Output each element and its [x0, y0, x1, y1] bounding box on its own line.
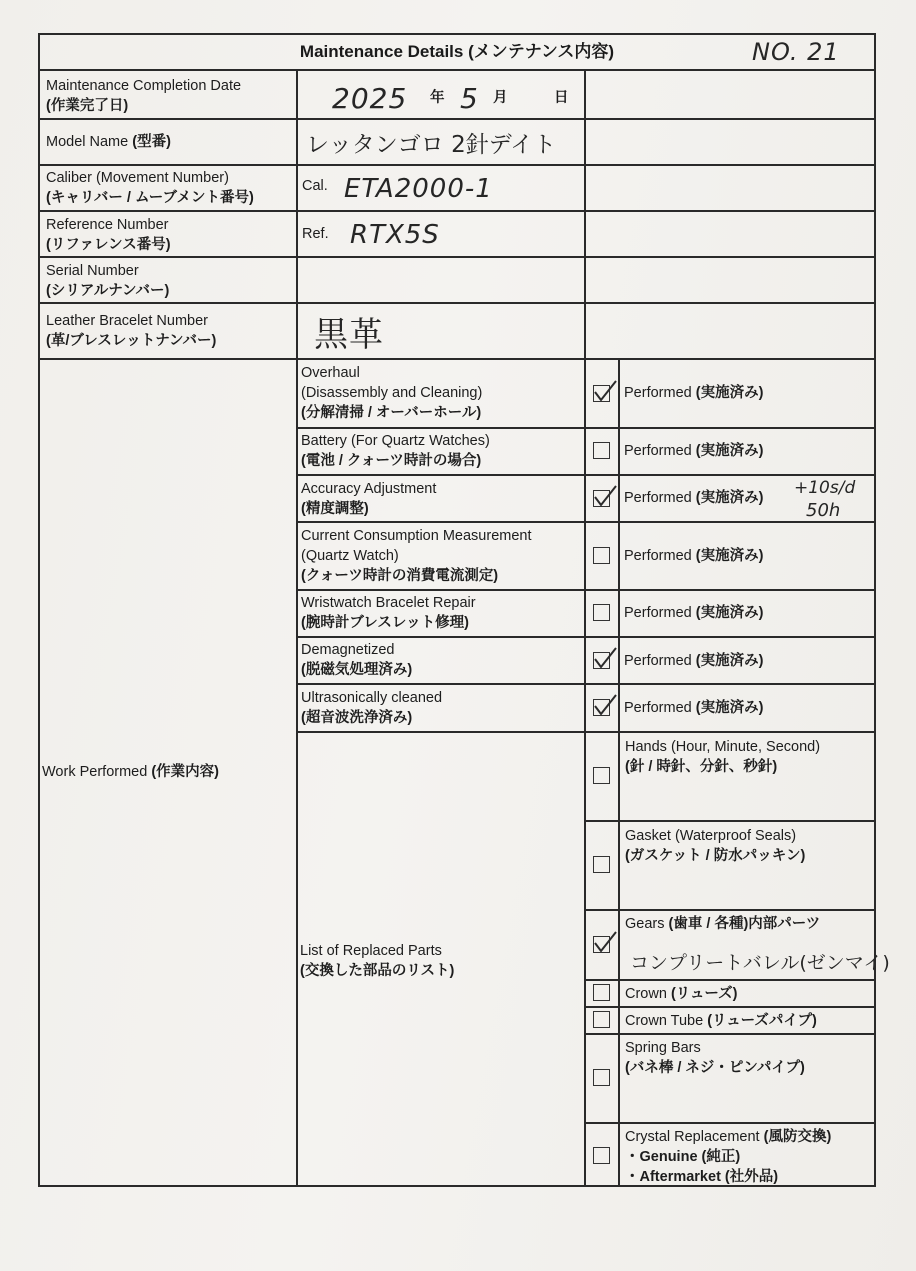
checkbox-battery[interactable]: [593, 442, 610, 459]
part-gears: Gears (歯車 / 各種)内部パーツ: [625, 916, 821, 932]
checkbox-part-gears[interactable]: [593, 936, 610, 953]
caliber-value: ETA2000-1: [344, 174, 493, 204]
performed-label: Performed (実施済み): [624, 605, 764, 621]
accuracy-note-rate: +10s/d: [794, 478, 856, 498]
reference-label: Reference Number (リファレンス番号): [46, 217, 171, 253]
checkbox-overhaul[interactable]: [593, 385, 610, 402]
checkbox-part-crown-tube[interactable]: [593, 1011, 610, 1028]
task-ultrasonic: Ultrasonically cleaned (超音波洗浄済み): [301, 690, 443, 726]
caliber-label: Caliber (Movement Number) (キャリバー / ムーブメント番号): [46, 170, 254, 206]
bracelet-label: Leather Bracelet Number (革/ブレスレットナンバー): [46, 313, 217, 349]
model-name-label: Model Name (型番): [46, 134, 171, 150]
checkbox-part-gasket[interactable]: [593, 856, 610, 873]
check-mark-icon: [592, 694, 616, 718]
form-title: Maintenance Details (メンテナンス内容): [299, 42, 615, 61]
performed-label: Performed (実施済み): [624, 700, 764, 716]
accuracy-note-reserve: 50h: [806, 500, 841, 521]
completion-date-label: Maintenance Completion Date (作業完了日): [46, 78, 242, 114]
part-crystal: Crystal Replacement (風防交換) ・Genuine (純正) ・Aftermarket (社外品): [625, 1129, 832, 1185]
part-crown: Crown (リューズ): [625, 986, 738, 1002]
replaced-parts-label: List of Replaced Parts (交換した部品のリスト): [300, 943, 455, 979]
caliber-prefix: Cal.: [302, 178, 328, 194]
reference-prefix: Ref.: [302, 226, 329, 242]
checkbox-accuracy[interactable]: [593, 490, 610, 507]
check-mark-icon: [592, 931, 616, 955]
day-unit: 日: [554, 90, 569, 106]
form-number: NO. 21: [752, 38, 840, 66]
checkbox-bracelet-repair[interactable]: [593, 604, 610, 621]
completion-year: 2025: [332, 82, 408, 115]
part-gears-note: コンプリートバレル(ゼンマイ): [630, 952, 890, 974]
reference-value: RTX5S: [350, 220, 440, 250]
checkbox-ultrasonic[interactable]: [593, 699, 610, 716]
task-bracelet-repair: Wristwatch Bracelet Repair (腕時計ブレスレット修理): [301, 595, 476, 631]
model-name-value: レッタンゴロ 2針デイト: [306, 132, 557, 158]
part-crown-tube: Crown Tube (リューズパイプ): [625, 1013, 817, 1029]
year-unit: 年: [430, 90, 445, 106]
task-overhaul: Overhaul (Disassembly and Cleaning) (分解清掃 / オーバーホール): [301, 365, 483, 421]
task-battery: Battery (For Quartz Watches) (電池 / クォーツ時計の場合): [301, 433, 490, 469]
check-mark-icon: [592, 380, 616, 404]
checkbox-part-crystal[interactable]: [593, 1147, 610, 1164]
performed-label: Performed (実施済み): [624, 548, 764, 564]
performed-label: Performed (実施済み): [624, 490, 764, 506]
checkbox-current[interactable]: [593, 547, 610, 564]
completion-month: 5: [460, 82, 479, 115]
part-gasket: Gasket (Waterproof Seals) (ガスケット / 防水パッキン): [625, 828, 806, 864]
performed-label: Performed (実施済み): [624, 443, 764, 459]
check-mark-icon: [592, 485, 616, 509]
checkbox-demagnetized[interactable]: [593, 652, 610, 669]
part-hands: Hands (Hour, Minute, Second) (針 / 時針、分針、秒針): [625, 739, 821, 775]
check-mark-icon: [592, 647, 616, 671]
bracelet-value: 黒革: [314, 315, 384, 355]
part-spring-bars: Spring Bars (バネ棒 / ネジ・ピンパイプ): [625, 1040, 805, 1076]
checkbox-part-spring-bars[interactable]: [593, 1069, 610, 1086]
task-demagnetized: Demagnetized (脱磁気処理済み): [301, 642, 413, 678]
checkbox-part-crown[interactable]: [593, 984, 610, 1001]
month-unit: 月: [493, 90, 508, 106]
serial-label: Serial Number (シリアルナンバー): [46, 263, 170, 299]
performed-label: Performed (実施済み): [624, 653, 764, 669]
performed-label: Performed (実施済み): [624, 385, 764, 401]
work-performed-label: Work Performed (作業内容): [42, 764, 219, 780]
task-current: Current Consumption Measurement (Quartz Watch) (クォーツ時計の消費電流測定): [301, 528, 532, 584]
checkbox-part-hands[interactable]: [593, 767, 610, 784]
task-accuracy: Accuracy Adjustment (精度調整): [301, 481, 437, 517]
